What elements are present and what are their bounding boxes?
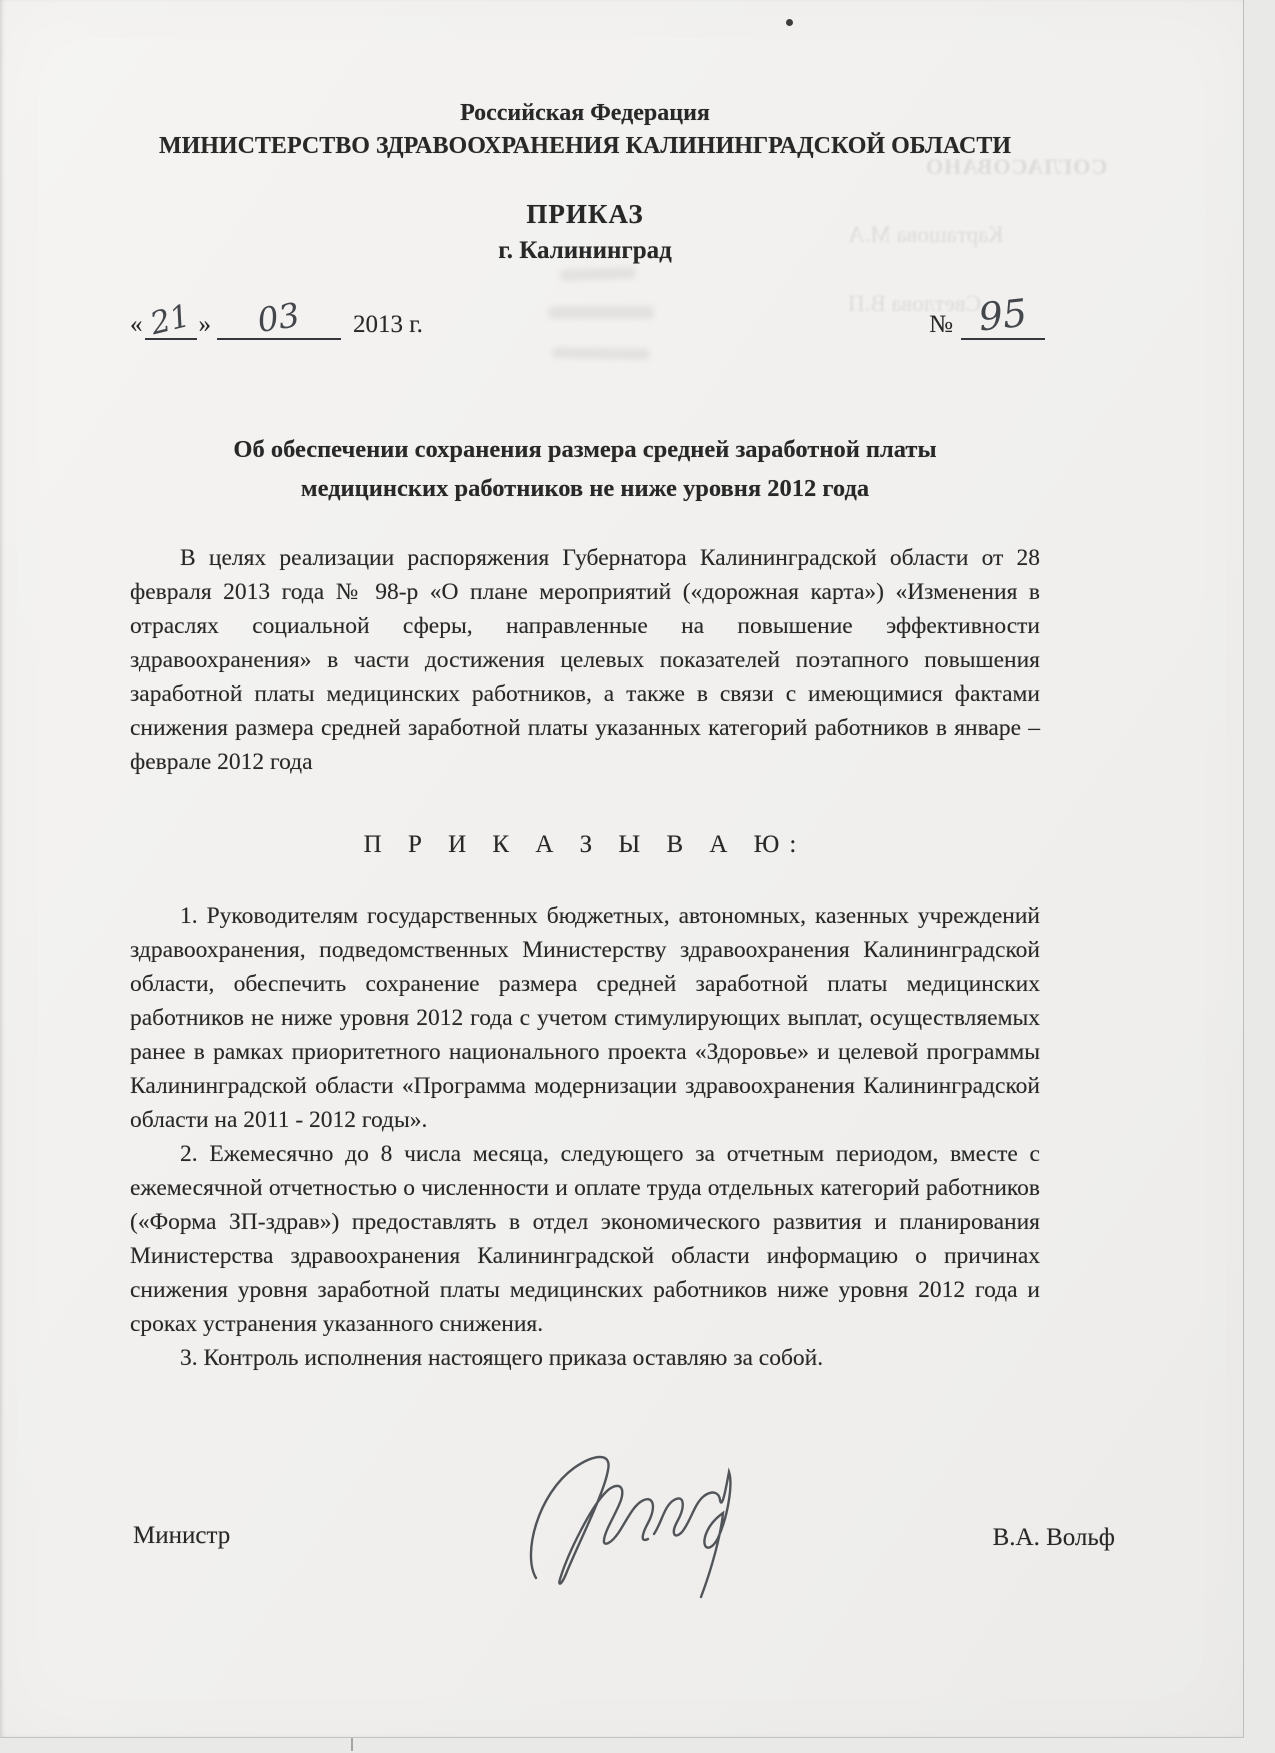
order-item-2: 2. Ежемесячно до 8 числа месяца, следующего за отчетным периодом, вместе с ежемесячной отчетностью о численности и оплате труда отдельных категорий работников («Форма ЗП-здрав») предоставлять в отдел экономического развития и планирования Министерства здравоохранения Калининградской области информацию о причинах снижения уровня заработной платы медицинских работников ниже уровня 2012 года и сроках устранения указанного снижения. bbox=[130, 1141, 1040, 1337]
header-ministry: МИНИСТЕРСТВО ЗДРАВООХРАНЕНИЯ КАЛИНИНГРАДСКОЙ ОБЛАСТИ bbox=[158, 133, 1012, 159]
handwritten-number: 95 bbox=[976, 290, 1029, 340]
bleedthrough-name-2: Светлова В.П bbox=[848, 291, 981, 316]
preamble-paragraph: В целях реализации распоряжения Губернатора Калининградской области от 28 февраля 2013 года № 98-р «О плане мероприятий («дорожная карта») «Изменения в отраслях социальной сферы, направленные на повышение эффективности здравоохранения» в части достижения целевых показателей поэтапного повышения заработной платы медицинских работников, а также в связи с имеющимися фактами снижения размера средней заработной платы указанных категорий работников в январе – феврале 2012 года bbox=[130, 545, 1040, 775]
signer-name: В.А. Вольф bbox=[992, 1524, 1115, 1551]
bleedthrough-name-1: Карташова М.А bbox=[848, 222, 1004, 247]
day-underline bbox=[145, 297, 197, 343]
bleedthrough-approved-text: СОГЛАСОВАНО bbox=[925, 154, 1108, 179]
order-title-text: Об обеспечении сохранения размера средней заработной платы медицинских работников не ниже уровня 2012 года bbox=[233, 436, 937, 502]
month-underline bbox=[217, 294, 341, 341]
date-field bbox=[130, 294, 423, 343]
close-quote: » bbox=[198, 311, 211, 338]
header-city: г. Калининград bbox=[498, 237, 672, 264]
document-type-heading: ПРИКАЗ bbox=[526, 199, 644, 229]
signer-position: Министр bbox=[133, 1522, 231, 1549]
order-verb-heading: П Р И К А З Ы В А Ю: bbox=[363, 831, 807, 858]
number-sign: № bbox=[929, 311, 953, 338]
year-label: 2013 г. bbox=[353, 311, 423, 338]
handwritten-month: 03 bbox=[254, 294, 303, 341]
order-item-3: 3. Контроль исполнения настоящего приказа оставляю за собой. bbox=[180, 1345, 824, 1371]
open-quote: « bbox=[130, 311, 143, 338]
header-country: Российская Федерация bbox=[460, 100, 710, 126]
scan-edge-artifact bbox=[351, 1738, 353, 1751]
date-and-number-row bbox=[130, 290, 1045, 346]
handwritten-day: 21 bbox=[146, 297, 194, 343]
order-title bbox=[130, 430, 1040, 508]
number-underline bbox=[961, 290, 1045, 340]
order-number-field bbox=[929, 290, 1045, 340]
order-items bbox=[130, 899, 1040, 1375]
order-item-1: 1. Руководителям государственных бюджетных, автономных, казенных учреждений здравоохранения, подведомственных Министерству здравоохранения Калининградской области, обеспечить сохранение размера средней заработной платы медицинских работников не ниже уровня 2012 года с учетом стимулирующих выплат, осуществляемых ранее в рамках приоритетного национального проекта «Здоровье» и целевой программы Калининградской области «Программа модернизации здравоохранения Калининградской области на 2011 - 2012 годы». bbox=[130, 903, 1040, 1133]
minister-signature bbox=[516, 1450, 756, 1602]
